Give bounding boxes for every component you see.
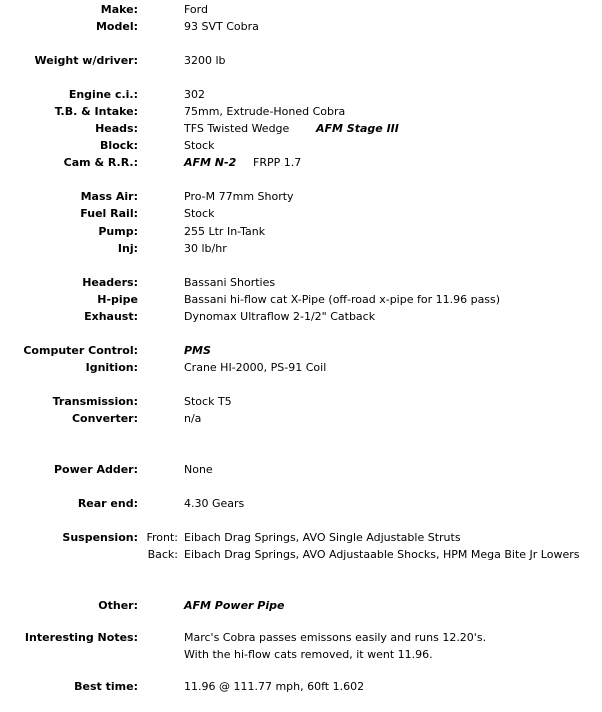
block-value: Stock [184, 139, 215, 152]
spec-row-headers [0, 275, 602, 291]
notes-line-2: With the hi-flow cats removed, it went 11.96. [184, 648, 433, 661]
make-value: Ford [184, 3, 208, 16]
exhaust-value: Dynomax Ultraflow 2-1/2" Catback [184, 310, 376, 323]
spec-row-converter [0, 411, 602, 427]
power-adder-value: None [184, 463, 213, 476]
spec-row-suspension-back [0, 547, 602, 563]
transmission-value: Stock T5 [184, 395, 232, 408]
model-label: Model: [95, 20, 138, 33]
make-label: Make: [100, 3, 138, 16]
spec-row-power-adder [0, 462, 602, 478]
inj-value: 30 lb/hr [184, 242, 227, 255]
converter-label: Converter: [71, 412, 138, 425]
spec-row-notes-1 [0, 630, 602, 646]
headers-value: Bassani Shorties [184, 276, 276, 289]
exhaust-label: Exhaust: [84, 310, 138, 323]
spec-row-computer [0, 343, 602, 359]
notes-line-1: Marc's Cobra passes emissons easily and runs 12.20's. [184, 631, 487, 644]
spec-row-pump [0, 224, 602, 240]
model-value: 93 SVT Cobra [184, 20, 259, 33]
rear-end-value: 4.30 Gears [184, 497, 245, 510]
spec-row-transmission [0, 394, 602, 410]
spec-row-model [0, 19, 602, 35]
spec-row-best-time [0, 679, 602, 695]
spec-row-suspension-front [0, 530, 602, 546]
cam-value: AFM N-2 [184, 156, 237, 169]
spec-row-block [0, 138, 602, 154]
other-label: Other: [98, 599, 138, 612]
spec-row-heads [0, 121, 602, 137]
power-adder-label: Power Adder: [53, 463, 138, 476]
hpipe-label: H-pipe [97, 293, 138, 306]
suspension-label: Suspension: [62, 531, 138, 544]
weight-value: 3200 lb [184, 54, 226, 67]
block-label: Block: [100, 139, 138, 152]
ignition-label: Ignition: [85, 361, 138, 374]
spec-row-other [0, 598, 602, 614]
spec-row-rear-end [0, 496, 602, 512]
other-value: AFM Power Pipe [184, 599, 285, 612]
computer-value: PMS [184, 344, 211, 357]
ignition-value: Crane HI-2000, PS-91 Coil [184, 361, 327, 374]
engine-label: Engine c.i.: [68, 88, 138, 101]
fuel-rail-label: Fuel Rail: [80, 207, 138, 220]
rear-end-label: Rear end: [77, 497, 138, 510]
pump-label: Pump: [98, 225, 138, 238]
best-time-value: 11.96 @ 111.77 mph, 60ft 1.602 [184, 680, 365, 693]
spec-row-hpipe [0, 292, 602, 308]
weight-label: Weight w/driver: [34, 54, 138, 67]
converter-value: n/a [184, 412, 202, 425]
spec-row-tb-intake [0, 104, 602, 120]
fuel-rail-value: Stock [184, 207, 215, 220]
tb-intake-label: T.B. & Intake: [54, 105, 138, 118]
computer-label: Computer Control: [23, 344, 138, 357]
spec-row-engine [0, 87, 602, 103]
spec-row-inj [0, 241, 602, 257]
heads-value: TFS Twisted Wedge [184, 122, 290, 135]
spec-row-cam [0, 155, 602, 171]
heads-label: Heads: [95, 122, 138, 135]
spec-row-ignition [0, 360, 602, 376]
spec-row-notes-2 [0, 647, 602, 663]
cam-extra: FRPP 1.7 [253, 156, 302, 169]
suspension-back-label: Back: [147, 548, 178, 561]
pump-value: 255 Ltr In-Tank [184, 225, 266, 238]
suspension-front-label: Front: [146, 531, 178, 544]
best-time-label: Best time: [74, 680, 138, 693]
spec-row-fuel-rail [0, 206, 602, 222]
inj-label: Inj: [117, 242, 138, 255]
transmission-label: Transmission: [52, 395, 138, 408]
hpipe-value: Bassani hi-flow cat X-Pipe (off-road x-pipe for 11.96 pass) [184, 293, 501, 306]
mass-air-label: Mass Air: [80, 190, 138, 203]
engine-value: 302 [184, 88, 205, 101]
suspension-back-value: Eibach Drag Springs, AVO Adjustaable Shocks, HPM Mega Bite Jr Lowers [184, 548, 580, 561]
spec-row-exhaust [0, 309, 602, 325]
cam-label: Cam & R.R.: [63, 156, 138, 169]
spec-row-mass-air [0, 189, 602, 205]
headers-label: Headers: [82, 276, 138, 289]
suspension-front-value: Eibach Drag Springs, AVO Single Adjustable Struts [184, 531, 461, 544]
tb-intake-value: 75mm, Extrude-Honed Cobra [184, 105, 346, 118]
spec-row-make [0, 2, 602, 18]
notes-label: Interesting Notes: [24, 631, 138, 644]
spec-row-weight [0, 53, 602, 69]
mass-air-value: Pro-M 77mm Shorty [184, 190, 294, 203]
heads-extra: AFM Stage III [316, 122, 399, 135]
